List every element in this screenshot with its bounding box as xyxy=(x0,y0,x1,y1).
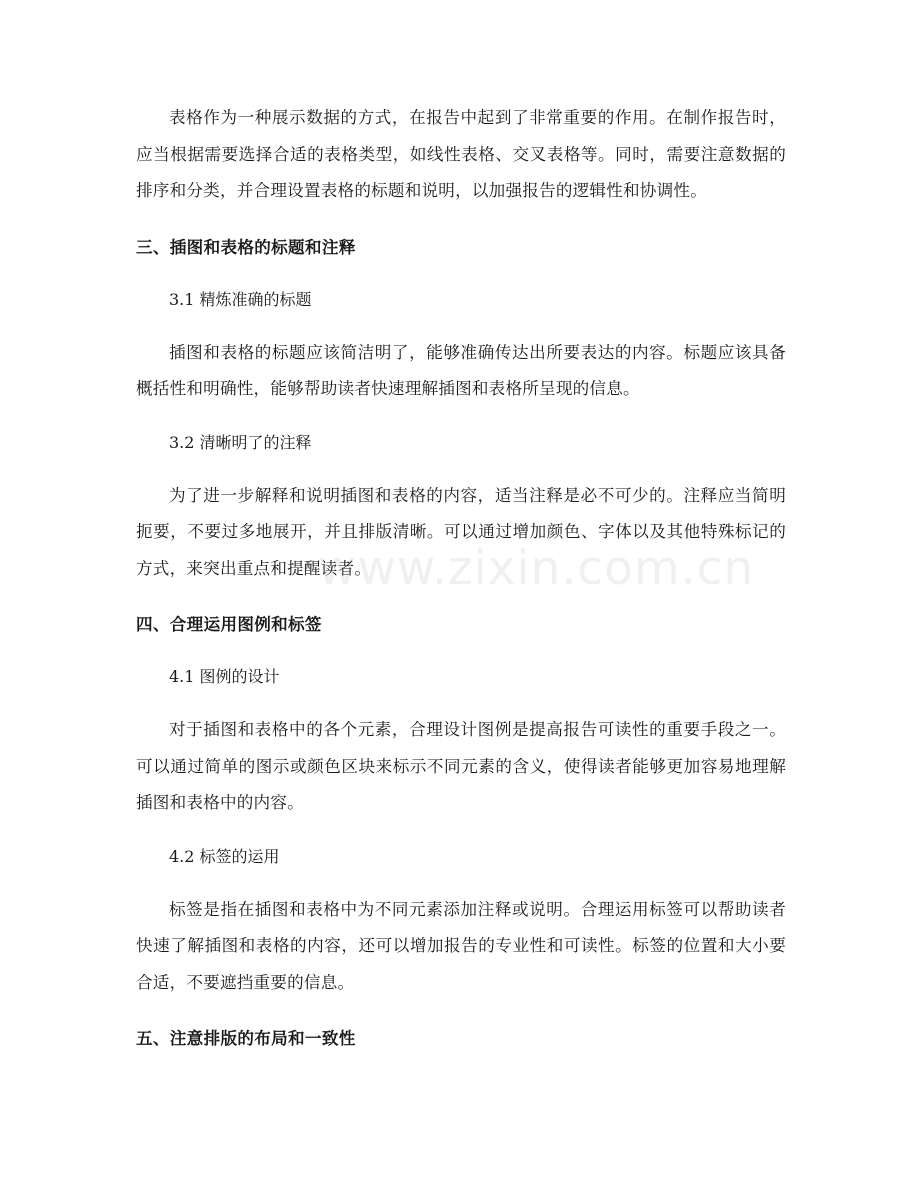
section-heading-3: 三、插图和表格的标题和注释 xyxy=(136,237,356,257)
paragraph-4-1: 对于插图和表格中的各个元素，合理设计图例是提高报告可读性的重要手段之一。可以通过简单的图示或颜色区块来标示不同元素的含义，使得读者能够更加容易地理解插图和表格中的内容。 xyxy=(136,720,786,812)
paragraph-3-1: 插图和表格的标题应该简洁明了，能够准确传达出所要表达的内容。标题应该具备概括性和明确性，能够帮助读者快速理解插图和表格所呈现的信息。 xyxy=(136,342,786,398)
paragraph-tables-intro: 表格作为一种展示数据的方式，在报告中起到了非常重要的作用。在制作报告时，应当根据需要选择合适的表格类型，如线性表格、交叉表格等。同时，需要注意数据的排序和分类，并合理设置表格的标题和说明，以加强报告的逻辑性和协调性。 xyxy=(136,108,786,200)
subsection-heading-4-2: 4.2 标签的运用 xyxy=(169,846,280,866)
section-heading-5: 五、注意排版的布局和一致性 xyxy=(136,1029,356,1048)
subsection-heading-3-1: 3.1 精炼准确的标题 xyxy=(169,289,312,309)
subsection-heading-3-2: 3.2 清晰明了的注释 xyxy=(169,432,312,452)
subsection-heading-4-1: 4.1 图例的设计 xyxy=(169,667,280,686)
watermark: www.zixin.com.cn xyxy=(318,541,755,596)
document-body xyxy=(136,100,786,1057)
paragraph-4-2: 标签是指在插图和表格中为不同元素添加注释或说明。合理运用标签可以帮助读者快速了解插图和表格的内容，还可以增加报告的专业性和可读性。标签的位置和大小要合适，不要遮挡重要的信息。 xyxy=(136,899,786,992)
paragraph-3-2: 为了进一步解释和说明插图和表格的内容，适当注释是必不可少的。注释应当简明扼要，不要过多地展开，并且排版清晰。可以通过增加颜色、字体以及其他特殊标记的方式，来突出重点和提醒读者。 xyxy=(136,485,786,578)
section-heading-4: 四、合理运用图例和标签 xyxy=(136,615,322,634)
